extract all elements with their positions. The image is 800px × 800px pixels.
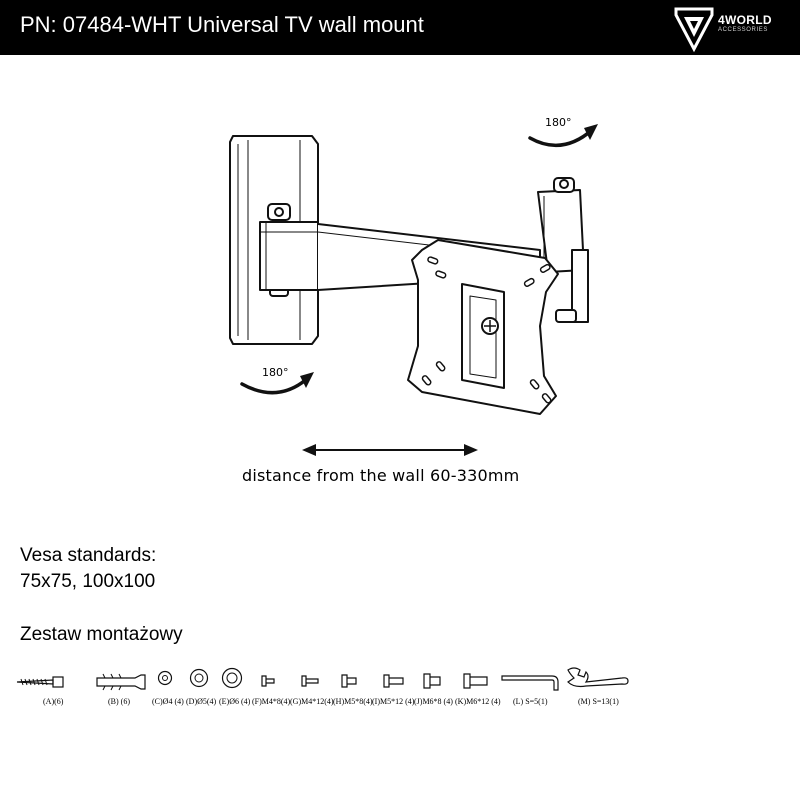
wall-mount-drawing [200, 100, 620, 440]
vesa-title: Vesa standards: [20, 545, 157, 566]
part-label-j: (J)M6*8 (4) [414, 697, 453, 706]
part-label-e: (E)Ø6 (4) [219, 697, 251, 706]
bolt-icon [340, 673, 360, 689]
rotation-arrow-top [530, 130, 592, 145]
washer-icon [221, 667, 243, 689]
distance-arrow [300, 440, 480, 460]
rotation-label-bottom: 180° [262, 366, 289, 379]
wall-plug-icon [95, 672, 147, 692]
product-title: PN: 07484-WHT Universal TV wall mount [20, 12, 424, 37]
wrench-icon [566, 664, 632, 690]
kit-title: Zestaw montażowy [20, 624, 183, 645]
wall-plate-screw [268, 204, 290, 220]
header-bar [0, 0, 800, 55]
brand-logo [672, 3, 792, 53]
rotation-arrow-bottom [242, 378, 308, 393]
bolt-icon [382, 673, 406, 689]
lag-screw-icon [15, 672, 65, 692]
washer-icon [189, 668, 209, 688]
logo-name: 4WORLD [718, 13, 772, 27]
vesa-values: 75x75, 100x100 [20, 571, 156, 592]
part-label-b: (B) (6) [108, 697, 130, 706]
part-label-a: (A)(6) [43, 697, 64, 706]
bolt-icon [300, 674, 320, 688]
part-label-i: (I)M5*12 (4) [372, 697, 415, 706]
bolt-icon [260, 674, 276, 688]
part-label-g: (G)M4*12(4) [290, 697, 334, 706]
rotation-label-top: 180° [545, 116, 572, 129]
part-label-h: (H)M5*8(4) [333, 697, 373, 706]
washer-icon [157, 670, 173, 686]
logo-tagline: ACCESSORIES [718, 27, 768, 33]
bolt-icon [422, 672, 444, 690]
part-label-m: (M) S=13(1) [578, 697, 619, 706]
part-label-l: (L) S=5(1) [513, 697, 548, 706]
brand-shield-icon [672, 3, 716, 53]
distance-label: distance from the wall 60-330mm [242, 466, 520, 485]
part-label-f: (F)M4*8(4) [252, 697, 291, 706]
part-label-c: (C)Ø4 (4) [152, 697, 184, 706]
part-label-d: (D)Ø5(4) [186, 697, 217, 706]
hex-key-icon [500, 668, 564, 692]
bolt-icon [462, 672, 490, 690]
part-label-k: (K)M6*12 (4) [455, 697, 501, 706]
